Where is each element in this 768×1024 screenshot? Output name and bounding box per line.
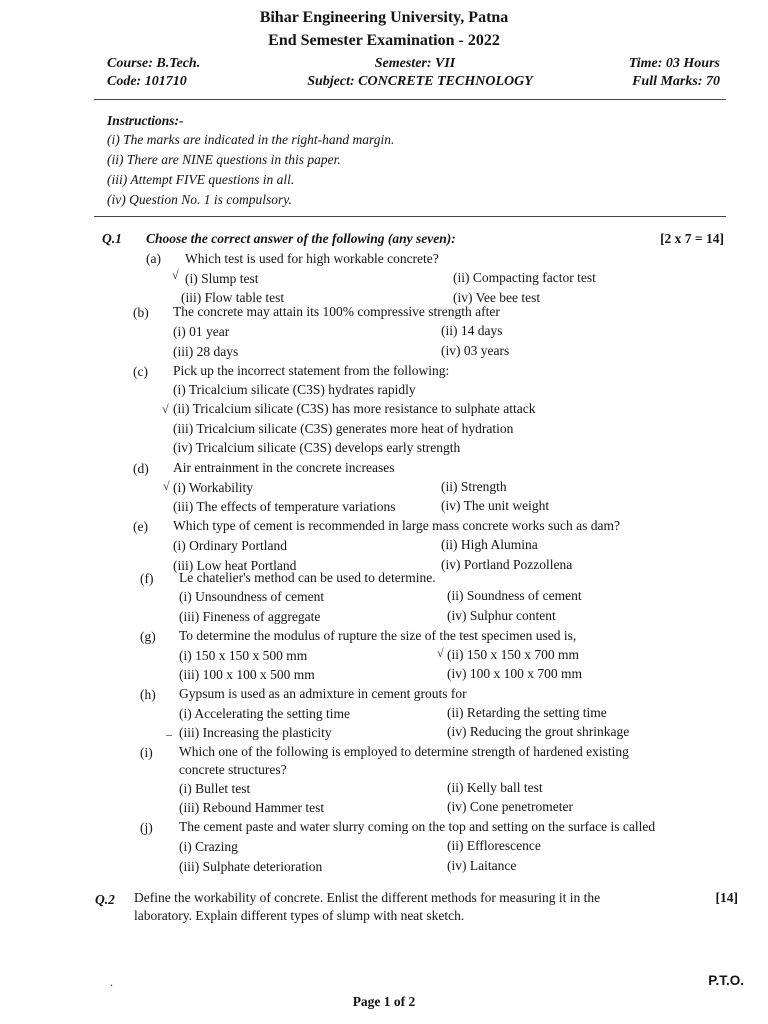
q2-text: Define the workability of concrete. Enlist the different methods for measuring it in the	[134, 890, 601, 905]
part-label: (j)	[140, 820, 153, 835]
part-question: Air entrainment in the concrete increases	[173, 460, 395, 475]
semester-label: Semester: VII	[374, 56, 456, 71]
q2-marks: [14]	[715, 890, 738, 905]
instruction-item: (i) The marks are indicated in the right-hand margin.	[107, 132, 395, 147]
option-text: (i) Tricalcium silicate (C3S) hydrates rapidly	[173, 382, 416, 397]
q2-number: Q.2	[95, 892, 115, 907]
option-text: (ii) 14 days	[441, 323, 503, 338]
exam-title: End Semester Examination - 2022	[268, 32, 500, 49]
part-label: (h)	[140, 687, 156, 702]
option-text: (iv) Portland Pozzollena	[441, 557, 573, 572]
answer-tick-mark: –	[166, 727, 172, 741]
part-label: (e)	[133, 519, 148, 534]
option-text: (ii) Strength	[441, 479, 507, 494]
part-question: The concrete may attain its 100% compressive strength after	[173, 304, 500, 319]
option-text: (iv) The unit weight	[441, 498, 550, 513]
option-text: (iv) Cone penetrometer	[447, 799, 573, 814]
part-label: (i)	[140, 745, 153, 760]
option-text: (iv) Laitance	[447, 858, 517, 873]
option-text: (i) Crazing	[179, 839, 238, 854]
option-text: (iii) 28 days	[173, 344, 239, 359]
option-text: (iii) The effects of temperature variations	[173, 499, 396, 514]
part-label: (b)	[133, 305, 149, 320]
part-label: (d)	[133, 461, 149, 476]
part-question: To determine the modulus of rupture the size of the test specimen used is,	[179, 628, 577, 643]
answer-tick-mark: √	[163, 479, 170, 493]
option-text: (iv) Reducing the grout shrinkage	[447, 724, 630, 739]
part-label: (a)	[146, 251, 161, 266]
part-label: (c)	[133, 364, 148, 379]
q1-title: Choose the correct answer of the following (any seven):	[146, 231, 456, 246]
answer-tick-mark: √	[172, 268, 179, 282]
option-text: (ii) 150 x 150 x 700 mm	[447, 647, 579, 662]
pto-label: P.T.O.	[708, 973, 744, 988]
subject-label: Subject: CONCRETE TECHNOLOGY	[307, 74, 533, 89]
time-label: Time: 03 Hours	[628, 56, 720, 71]
option-text: (iv) 03 years	[441, 343, 510, 358]
instructions-title: Instructions:-	[107, 113, 184, 128]
header-divider	[94, 99, 726, 100]
option-text: (iv) 100 x 100 x 700 mm	[447, 666, 582, 681]
q1-marks: [2 x 7 = 14]	[660, 231, 724, 246]
option-text: (i) Accelerating the setting time	[179, 706, 350, 721]
part-question: Pick up the incorrect statement from the following:	[173, 363, 450, 378]
option-text: (ii) Tricalcium silicate (C3S) has more resistance to sulphate attack	[173, 401, 536, 416]
option-text: (ii) Compacting factor test	[453, 270, 596, 285]
part-question: Which test is used for high workable concrete?	[185, 251, 439, 266]
university-name: Bihar Engineering University, Patna	[259, 9, 509, 26]
part-label: (g)	[140, 629, 156, 644]
instructions-divider	[94, 216, 726, 217]
option-text: (ii) Retarding the setting time	[447, 705, 607, 720]
part-label: (f)	[140, 571, 154, 586]
part-question: Le chatelier's method can be used to determine.	[179, 570, 436, 585]
option-text: (ii) Soundness of cement	[447, 588, 582, 603]
part-question-continued: concrete structures?	[179, 762, 287, 777]
option-text: (i) Unsoundness of cement	[179, 589, 325, 604]
option-text: (ii) High Alumina	[441, 537, 538, 552]
option-text: (i) 01 year	[173, 324, 230, 339]
part-question: Gypsum is used as an admixture in cement grouts for	[179, 686, 467, 701]
option-text: (i) Ordinary Portland	[173, 538, 287, 553]
option-text: (ii) Efflorescence	[447, 838, 541, 853]
instruction-item: (iv) Question No. 1 is compulsory.	[107, 192, 292, 207]
option-text: (i) Slump test	[185, 271, 259, 286]
option-text: (i) 150 x 150 x 500 mm	[179, 648, 308, 663]
part-question: The cement paste and water slurry coming on the top and setting on the surface is called	[179, 819, 656, 834]
option-text: (i) Workability	[173, 480, 254, 495]
stray-mark: .	[110, 975, 113, 989]
full-marks-label: Full Marks: 70	[632, 74, 720, 89]
option-text: (iii) 100 x 100 x 500 mm	[179, 667, 315, 682]
instruction-item: (ii) There are NINE questions in this paper.	[107, 152, 341, 167]
q2-text-continued: laboratory. Explain different types of slump with neat sketch.	[134, 908, 465, 923]
option-text: (iv) Sulphur content	[447, 608, 556, 623]
q1-number: Q.1	[102, 231, 122, 246]
option-text: (i) Bullet test	[179, 781, 251, 796]
code-label: Code: 101710	[107, 74, 187, 89]
part-question: Which one of the following is employed to determine strength of hardened existing	[179, 744, 629, 759]
option-text: (iii) Rebound Hammer test	[179, 800, 325, 815]
option-text: (iii) Low heat Portland	[173, 558, 297, 573]
instruction-item: (iii) Attempt FIVE questions in all.	[107, 172, 295, 187]
option-text: (iii) Flow table test	[181, 290, 285, 305]
answer-tick-mark: √	[437, 646, 444, 660]
option-text: (iii) Tricalcium silicate (C3S) generates more heat of hydration	[173, 421, 514, 436]
option-text: (ii) Kelly ball test	[447, 780, 543, 795]
answer-tick-mark: √	[162, 402, 169, 416]
page-number: Page 1 of 2	[352, 994, 416, 1009]
option-text: (iii) Fineness of aggregate	[179, 609, 321, 624]
option-text: (iv) Tricalcium silicate (C3S) develops early strength	[173, 440, 461, 455]
option-text: (iv) Vee bee test	[453, 290, 541, 305]
option-text: (iii) Sulphate deterioration	[179, 859, 323, 874]
part-question: Which type of cement is recommended in large mass concrete works such as dam?	[173, 518, 620, 533]
option-text: (iii) Increasing the plasticity	[179, 725, 332, 740]
course-label: Course: B.Tech.	[107, 56, 201, 71]
